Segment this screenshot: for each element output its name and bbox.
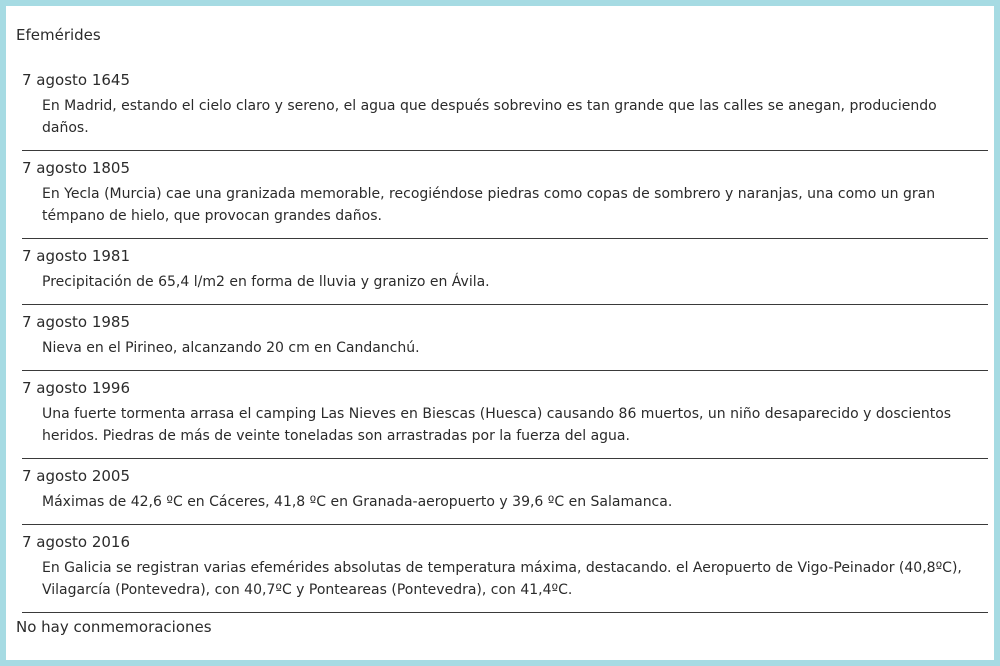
event-text: Precipitación de 65,4 l/m2 en forma de lluvia y granizo en Ávila. [42,274,490,290]
event-text: En Galicia se registran varias efemérides absolutas de temperatura máxima, destacando. el Aeropuerto de Vigo-Peinador (40,8ºC), Vilagarcía (Pontevedra), con 40,7ºC y Ponteareas (Pontevedra), con 41,4ºC. [42,560,962,598]
event-date: 7 agosto 2016 [22,533,131,551]
commemorations-note: No hay conmemoraciones [16,618,212,636]
event-date: 7 agosto 2005 [22,467,131,485]
event-date: 7 agosto 1985 [22,313,131,331]
event-text: Nieva en el Pirineo, alcanzando 20 cm en Candanchú. [42,340,420,356]
event-item [22,305,988,371]
event-text: En Madrid, estando el cielo claro y sereno, el agua que después sobrevino es tan grande que las calles se anegan, produciendo daños. [42,98,937,136]
event-item [22,63,988,151]
panel-title: Efemérides [16,26,101,44]
event-text: En Yecla (Murcia) cae una granizada memorable, recogiéndose piedras como copas de sombrero y naranjas, una como un gran témpano de hielo, que provocan grandes daños. [42,186,936,224]
event-item [22,459,988,525]
event-item [22,371,988,459]
event-date: 7 agosto 1996 [22,379,131,397]
event-text: Máximas de 42,6 ºC en Cáceres, 41,8 ºC en Granada-aeropuerto y 39,6 ºC en Salamanca. [42,494,673,510]
event-item [22,239,988,305]
event-date: 7 agosto 1645 [22,71,131,89]
event-text: Una fuerte tormenta arrasa el camping Las Nieves en Biescas (Huesca) causando 86 muertos, un niño desaparecido y doscientos heridos. Piedras de más de veinte toneladas son arrastradas por la fuerza del agua. [42,406,952,444]
event-item [22,525,988,613]
event-item [22,151,988,239]
event-date: 7 agosto 1805 [22,159,131,177]
events-list [22,63,988,613]
event-date: 7 agosto 1981 [22,247,131,265]
